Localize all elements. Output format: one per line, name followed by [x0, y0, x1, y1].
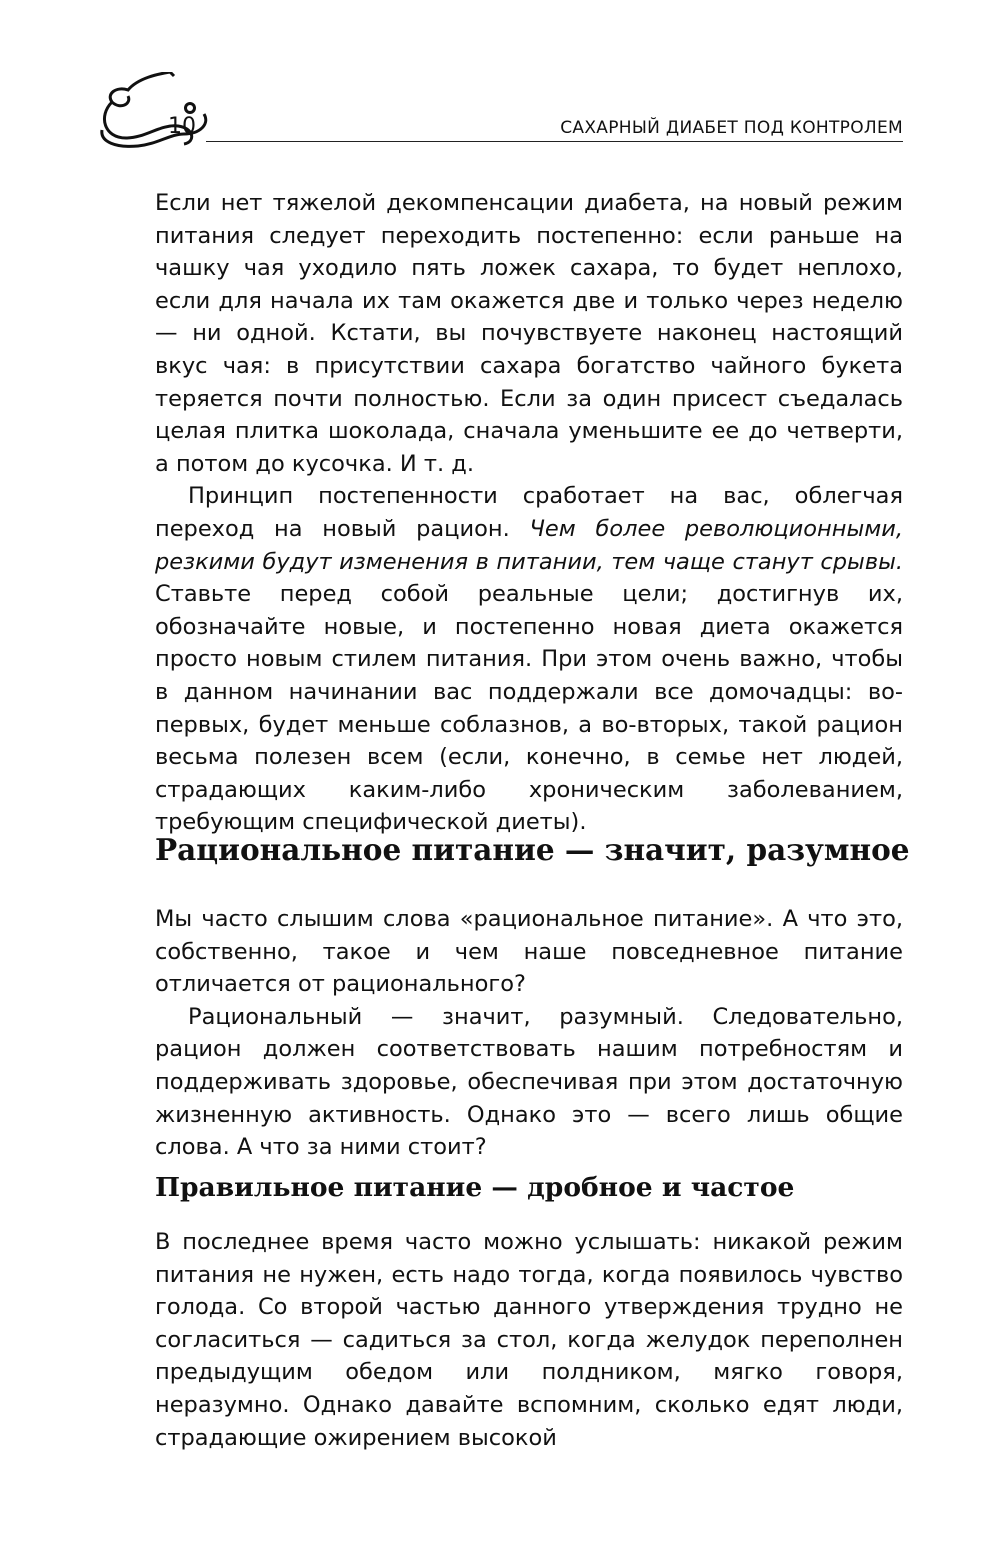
running-title: САХАРНЫЙ ДИАБЕТ ПОД КОНТРОЛЕМ [560, 118, 903, 138]
intro-paragraph-2-italic: Чем более революционными, резкими будут изменения в питании, тем чаще станут срывы. [155, 515, 903, 575]
intro-paragraph-1: Если нет тяжелой декомпенсации диабета, на новый режим питания следует переходить постепенно: если раньше на чашку чая уходило пять ложек сахара, то будет неплохо, если для начала их там окажется две и только через неделю — ни одной. Кстати, вы почувствуете наконец настоящий вкус чая: в присутствии сахара богатство чайного букета теряется почти полностью. Если за один присест съедалась целая плитка шоколада, сначала уменьшите ее до четверти, а потом до кусочка. И т. д. [155, 190, 903, 477]
page-header [98, 72, 903, 152]
section1-paragraph-1: Мы часто слышим слова «рациональное питание». А что это, собственно, такое и чем наше повседневное питание отличается от рационального? [155, 906, 903, 998]
intro-block [155, 187, 903, 839]
page-number: 10 [168, 114, 196, 139]
section-heading-rational-nutrition: Рациональное питание — значит, разумное [155, 832, 910, 867]
stethoscope-icon [98, 72, 228, 152]
section2-block [155, 1226, 903, 1454]
section2-paragraph-1: В последнее время часто можно услышать: никакой режим питания не нужен, есть надо тогда, когда появилось чувство голода. Со второй частью данного утверждения трудно не согласиться — садиться за стол, когда желудок переполнен предыдущим обедом или полдником, мягко говоря, неразумно. Однако давайте вспомним, сколько едят люди, страдающие ожирением высокой [155, 1229, 903, 1451]
section1-paragraph-2: Рациональный — значит, разумный. Следовательно, рацион должен соответствовать нашим потребностям и поддерживать здоровье, обеспечивая при этом достаточную жизненную активность. Однако это — всего лишь общие слова. А что за ними стоит? [155, 1003, 903, 1161]
intro-paragraph-2 [155, 480, 903, 839]
header-rule [206, 141, 903, 142]
intro-paragraph-2-start: Принцип постепенности сработает на вас, облегчая переход на новый рацион. [155, 483, 903, 542]
intro-paragraph-2-end: Ставьте перед собой реальные цели; достигнув их, обозначайте новые, и постепенно новая диета окажется просто новым стилем питания. При этом очень важно, чтобы в данном начинании вас поддержали все домочадцы: во-первых, будет меньше соблазнов, а во-вторых, такой рацион весьма полезен всем (если, конечно, в семье нет людей, страдающих каким-либо хроническим заболеванием, требующим специфической диеты). [155, 581, 903, 836]
section-heading-proper-nutrition: Правильное питание — дробное и частое [155, 1172, 795, 1203]
section1-block [155, 903, 903, 1164]
